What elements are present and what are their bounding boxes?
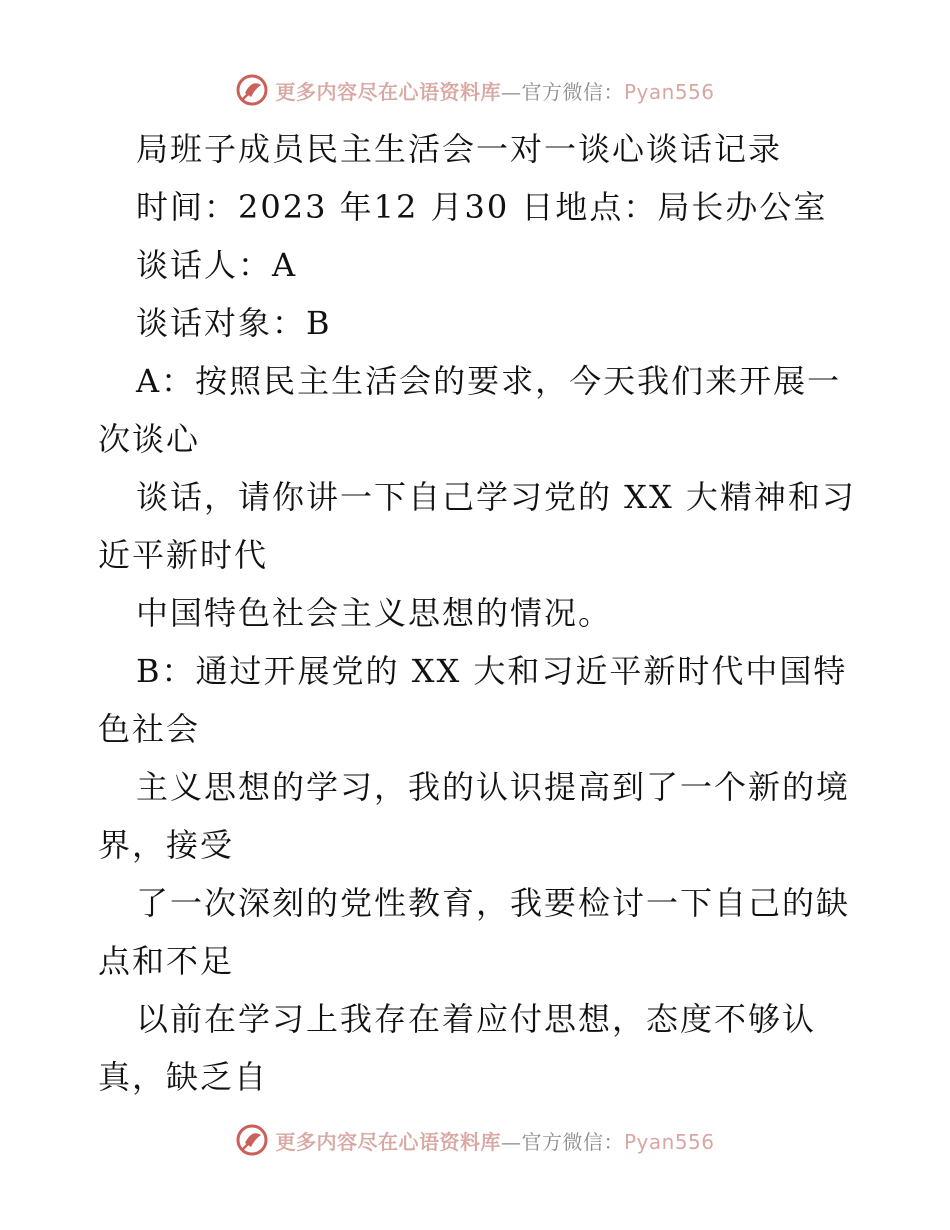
document-line: 谈话对象：B (136, 304, 332, 342)
document-body (98, 120, 858, 1106)
watermark-account: Pyan556 (623, 79, 715, 104)
document-line: 谈话人：A (136, 246, 298, 284)
document-line: 次谈心 (98, 420, 201, 458)
watermark-separator: — (500, 1129, 522, 1154)
footer-watermark (0, 1120, 950, 1160)
watermark-brand: 更多内容尽在心语资料库 (275, 1129, 501, 1154)
document-line: 点和不足 (98, 942, 235, 980)
document-line: 了一次深刻的党性教育，我要检讨一下自己的缺 (136, 884, 851, 922)
brand-logo-icon (235, 1123, 269, 1157)
document-line: 近平新时代 (98, 536, 269, 574)
document-line: 色社会 (98, 710, 201, 748)
brand-logo-icon (235, 73, 269, 107)
document-line: 以前在学习上我存在着应付思想，态度不够认 (136, 1000, 817, 1038)
watermark-separator: — (500, 79, 522, 104)
document-line: 局班子成员民主生活会一对一谈心谈话记录 (136, 130, 783, 168)
watermark-account: Pyan556 (623, 1129, 715, 1154)
document-line: B：通过开展党的 XX 大和习近平新时代中国特 (136, 652, 848, 690)
document-line: 界，接受 (98, 826, 235, 864)
document-line: A：按照民主生活会的要求，今天我们来开展一 (136, 362, 842, 400)
document-line: 真，缺乏自 (98, 1058, 269, 1096)
header-watermark (0, 70, 950, 110)
watermark-text (275, 1126, 714, 1155)
document-line: 中国特色社会主义思想的情况。 (136, 594, 613, 632)
watermark-text (275, 76, 714, 105)
document-line: 谈话，请你讲一下自己学习党的 XX 大精神和习 (136, 478, 856, 516)
watermark-brand: 更多内容尽在心语资料库 (275, 79, 501, 104)
document-line: 时间：2023 年12 月30 日地点：局长办公室 (136, 188, 828, 226)
watermark-official-label: 官方微信： (521, 79, 624, 104)
watermark-official-label: 官方微信： (521, 1129, 624, 1154)
document-line: 主义思想的学习，我的认识提高到了一个新的境 (136, 768, 851, 806)
